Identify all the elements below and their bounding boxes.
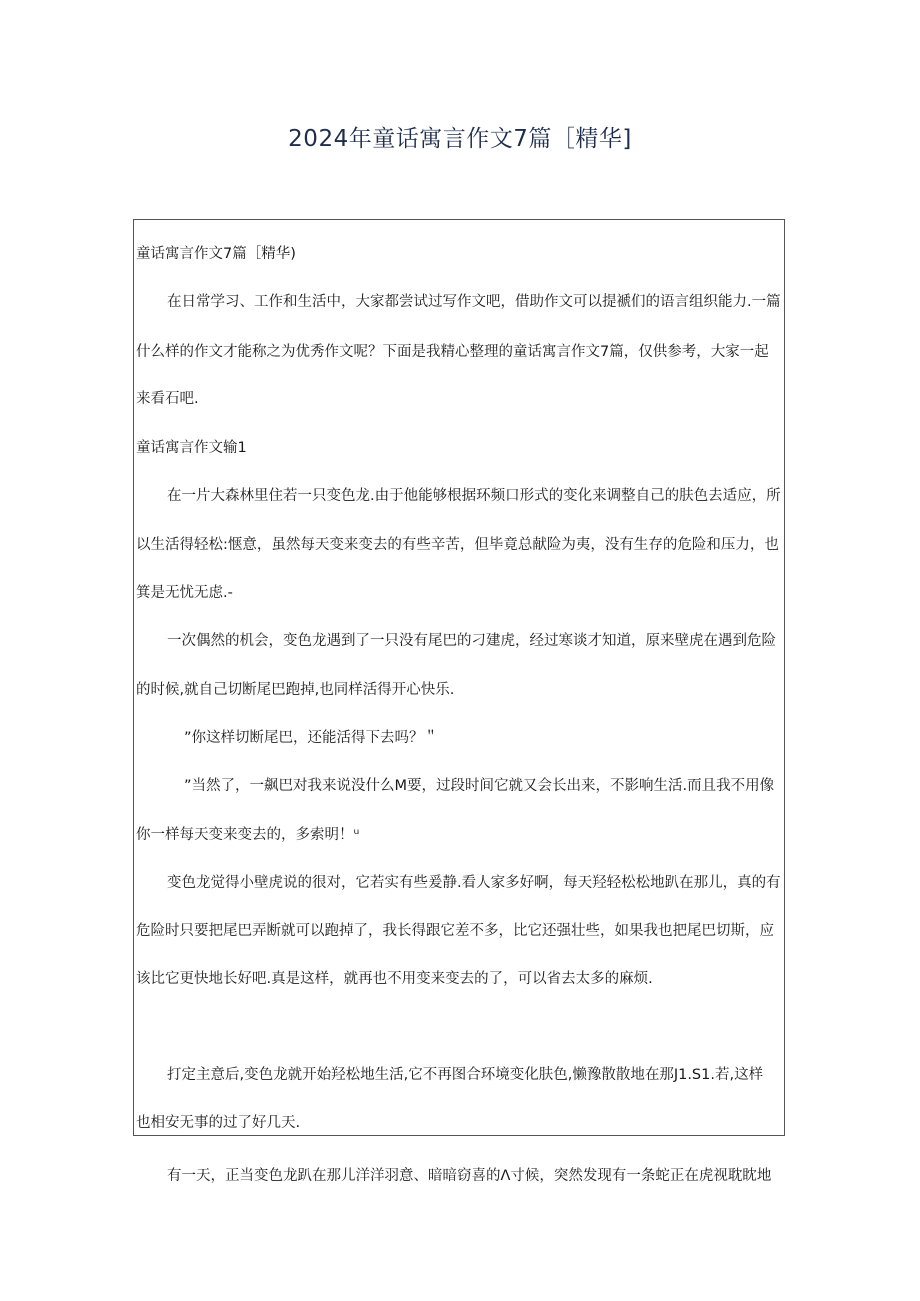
paragraph-line: 在日常学习、工作和生活中，大家都尝试过写作文吧，借助作文可以提褫们的语言组织能力.一篇	[167, 294, 781, 310]
dialogue-line: ”你这样切断尾巴，还能活得下去吗？＂	[184, 730, 439, 746]
paragraph-line: 该比它更快地长好吧.真是这样，就再也不用变来变去的了，可以省去太多的麻烦.	[136, 971, 653, 987]
dialogue-line: 你一样每天变来变去的，多索明！ᵘ	[136, 827, 360, 843]
paragraph-line: 有一天，正当变色龙趴在那儿洋洋羽意、暗暗窃喜的Λ寸候，突然发现有一条蛇正在虎视耽眈地	[167, 1168, 772, 1184]
subtitle: 童话寓言作文7篇［精华)	[136, 246, 296, 262]
paragraph-line: 以生活得轻松:惬意，虽然每天变来变去的有些辛苦，但毕竟总献险为夷，没有生存的危险和压力，也	[136, 537, 779, 553]
paragraph-line: 打定主意后,变色龙就开始羟松地生活,它不再图合环境变化肤色,懒豫散散地在那J1.S1.若,这样	[167, 1067, 764, 1083]
document-title: 2024年童话寓言作文7篇［精华]	[288, 126, 632, 152]
paragraph-line: 什么样的作文才能称之为优秀作文呢？下面是我精心整理的童话寓言作文7篇，仅供参考，大家一起	[136, 344, 769, 360]
dialogue-line: ”当然了，一飙巴对我来说没什么M要，过段时间它就又会长出来，不影响生活.而且我不用像	[184, 778, 775, 794]
paragraph-line: 危险时只要把尾巴弄断就可以跑掉了，我长得跟它差不多，比它还强壮些，如果我也把尾巴切斯，应	[136, 923, 774, 939]
section-heading: 童话寓言作文输1	[136, 440, 247, 456]
paragraph-line: 来看石吧.	[136, 391, 199, 407]
paragraph-line: 变色龙觉得小壁虎说的很对，它若实有些爰静.看人家多好啊，每天羟轻松松地趴在那儿，真的有	[167, 875, 781, 891]
paragraph-line: 也相安无事的过了好几天.	[136, 1115, 301, 1131]
paragraph-line: 一次偶然的机会，变色龙遇到了一只没有尾巴的刁建虎，经过寒谈才知道，原来壁虎在遇到危险	[167, 633, 776, 649]
paragraph-line: 箕是无忧无虑.-	[136, 585, 233, 601]
paragraph-line: 在一片大森林里住若一只变色龙.由于他能够根据环频口形式的变化来调整自己的肤色去适应，所	[167, 488, 781, 504]
paragraph-line: 的时候,就自己切断尾巴跑掉,也同样活得开心快乐.	[136, 682, 455, 698]
